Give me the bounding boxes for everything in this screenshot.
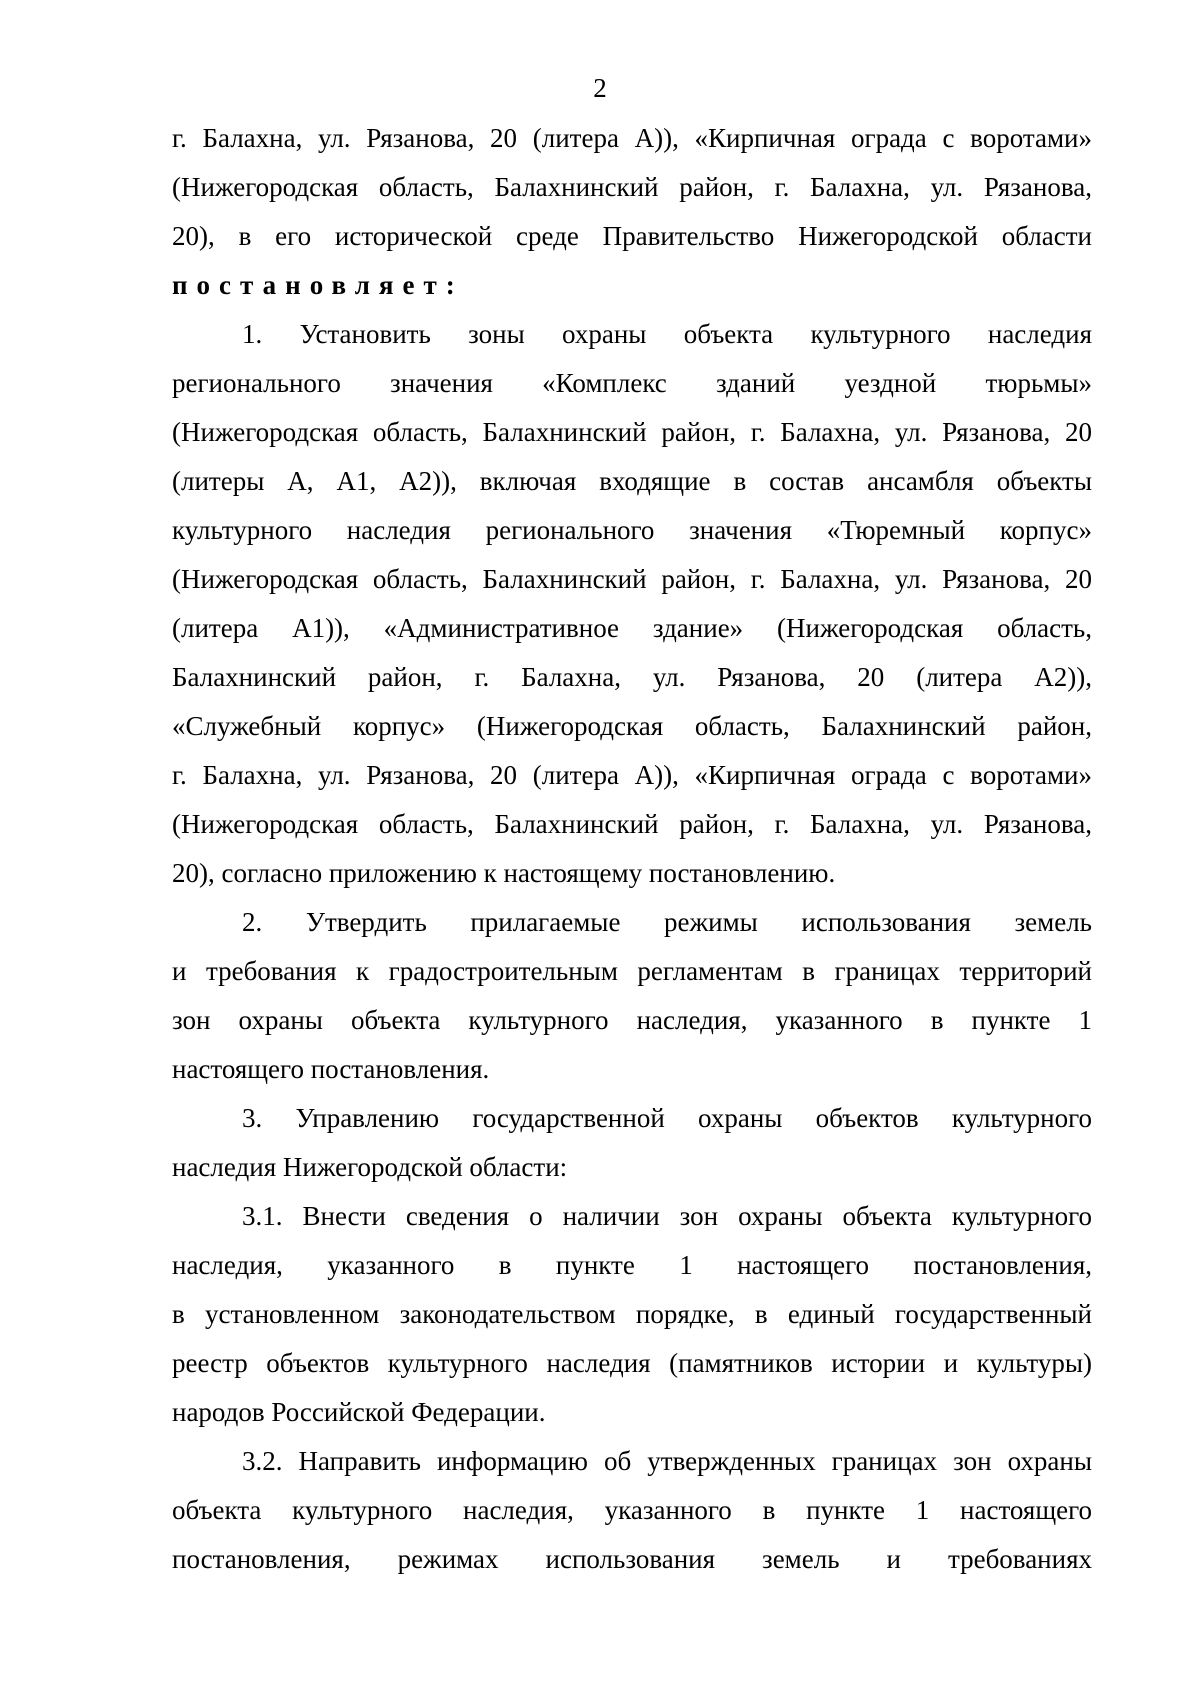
text-line: (Нижегородская область, Балахнинский район, г. Балахна, ул. Рязанова, <box>172 172 1092 202</box>
text-line: 1. Установить зоны охраны объекта культурного наследия <box>242 319 1092 349</box>
text-line: в установленном законодательством порядке, в единый государственный <box>172 1299 1092 1329</box>
paragraph-item-3-2 <box>172 1437 1092 1584</box>
resolve-word: постановляет: <box>172 270 464 300</box>
text-line: (Нижегородская область, Балахнинский район, г. Балахна, ул. Рязанова, <box>172 809 1092 839</box>
text-line: народов Российской Федерации. <box>172 1397 546 1427</box>
text-line: регионального значения «Комплекс зданий уездной тюрьмы» <box>172 368 1092 398</box>
text-line: 2. Утвердить прилагаемые режимы использования земель <box>242 907 1092 937</box>
text-line: (литеры А, А1, А2)), включая входящие в состав ансамбля объекты <box>172 466 1092 496</box>
text-line: 3. Управлению государственной охраны объектов культурного <box>242 1103 1092 1133</box>
paragraph-item-3-1 <box>172 1192 1092 1437</box>
text-line: реестр объектов культурного наследия (памятников истории и культуры) <box>172 1348 1092 1378</box>
text-line: (литера А1)), «Административное здание» (Нижегородская область, <box>172 613 1092 643</box>
text-line: и требования к градостроительным регламентам в границах территорий <box>172 956 1092 986</box>
paragraph-item-2 <box>172 898 1092 1094</box>
text-line: объекта культурного наследия, указанного в пункте 1 настоящего <box>172 1495 1092 1525</box>
text-line: 3.1. Внести сведения о наличии зон охраны объекта культурного <box>242 1201 1092 1231</box>
text-line: постановления, режимах использования земель и требованиях <box>172 1544 1092 1574</box>
paragraph-item-3 <box>172 1094 1092 1192</box>
text-line: Балахнинский район, г. Балахна, ул. Рязанова, 20 (литера А2)), <box>172 662 1092 692</box>
text-line: культурного наследия регионального значения «Тюремный корпус» <box>172 515 1092 545</box>
text-line: (Нижегородская область, Балахнинский район, г. Балахна, ул. Рязанова, 20 <box>172 417 1092 447</box>
paragraph-intro <box>172 114 1092 310</box>
text-line: г. Балахна, ул. Рязанова, 20 (литера А)), «Кирпичная ограда с воротами» <box>172 123 1092 153</box>
text-line: настоящего постановления. <box>172 1054 490 1084</box>
text-line: наследия, указанного в пункте 1 настоящего постановления, <box>172 1250 1092 1280</box>
text-line: 3.2. Направить информацию об утвержденных границах зон охраны <box>242 1446 1092 1476</box>
page-number: 2 <box>593 73 607 103</box>
paragraph-item-1 <box>172 310 1092 898</box>
text-line: наследия Нижегородской области: <box>172 1152 568 1182</box>
text-line: г. Балахна, ул. Рязанова, 20 (литера А)), «Кирпичная ограда с воротами» <box>172 760 1092 790</box>
text-line: «Служебный корпус» (Нижегородская область, Балахнинский район, <box>172 711 1092 741</box>
document-body <box>172 114 1092 1584</box>
text-line: 20), в его исторической среде Правительство Нижегородской области <box>172 221 1092 251</box>
text-line: зон охраны объекта культурного наследия, указанного в пункте 1 <box>172 1005 1092 1035</box>
text-line: 20), согласно приложению к настоящему постановлению. <box>172 858 836 888</box>
text-line: (Нижегородская область, Балахнинский район, г. Балахна, ул. Рязанова, 20 <box>172 564 1092 594</box>
